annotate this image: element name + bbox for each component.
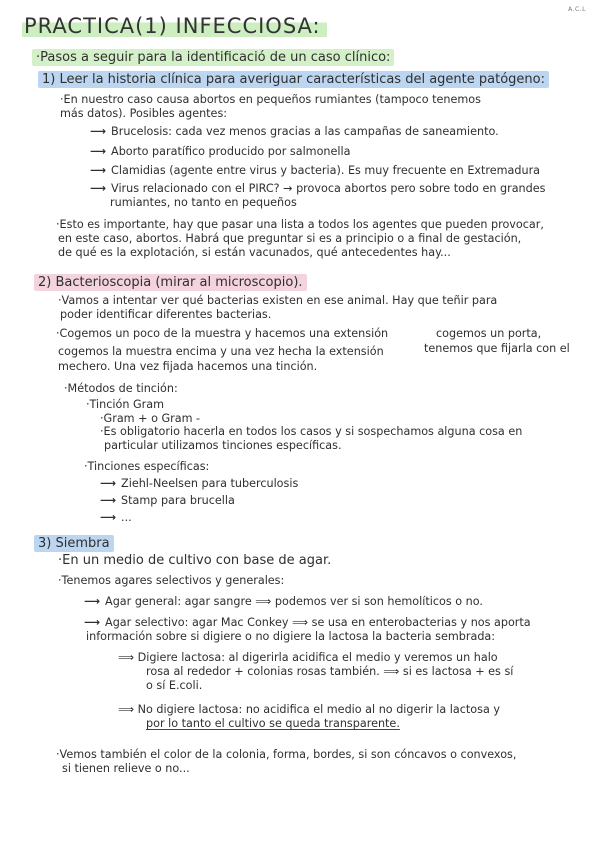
specific-text: Stamp para brucella xyxy=(121,494,235,507)
step3-line2: ·Tenemos agares selectivos y generales: xyxy=(58,574,285,587)
colony-line1: ·Vemos también el color de la colonia, forma, bordes, si son cóncavos o convexos, xyxy=(56,748,517,761)
step3-heading-text: 3) Siembra xyxy=(34,535,114,552)
step1-heading xyxy=(38,72,549,88)
nodigest-line1: ⟹ No digiere lactosa: no acidifica el medio al no digerir la lactosa y xyxy=(118,703,500,716)
specific-item-stamp xyxy=(100,494,235,508)
colony-line2: si tienen relieve o no... xyxy=(62,762,190,775)
agent-item-clamidias xyxy=(90,164,540,178)
agent-item-virus xyxy=(90,182,545,196)
arrow-right-icon: ⟶ xyxy=(100,511,117,524)
step2-line4: cogemos la muestra encima y una vez hecha la extensión xyxy=(58,345,384,358)
agar-general-text: Agar general: agar sangre ⟹ podemos ver si son hemolíticos o no. xyxy=(105,595,483,608)
step1-line2: más datos). Posibles agentes: xyxy=(60,107,228,120)
arrow-right-icon: ⟶ xyxy=(84,616,101,629)
intro-line xyxy=(32,50,394,66)
specific-text: ... xyxy=(121,511,132,524)
step1-line1: ·En nuestro caso causa abortos en pequeños rumiantes (tampoco tenemos xyxy=(60,93,481,106)
agent-item-salmonella xyxy=(90,145,350,159)
arrow-right-icon: ⟶ xyxy=(100,494,117,507)
arrow-right-icon: ⟶ xyxy=(90,164,107,177)
step1-note2: en este caso, abortos. Habrá que preguntar si es a principio o a final de gestación, xyxy=(58,232,522,245)
digests-line3: o sí E.coli. xyxy=(146,679,203,692)
gram-mandatory1: ·Es obligatorio hacerla en todos los casos y si sospechamos alguna cosa en xyxy=(100,425,523,438)
step2-line2: poder identificar diferentes bacterias. xyxy=(60,308,272,321)
step2-aside1: cogemos un porta, xyxy=(436,327,542,340)
digests-line1: ⟹ Digiere lactosa: al digerirla acidifica el medio y veremos un halo xyxy=(118,651,498,664)
step2-heading-text: 2) Bacterioscopia (mirar al microscopio). xyxy=(34,274,307,291)
methods-label: ·Métodos de tinción: xyxy=(64,382,178,395)
agent-text: Virus relacionado con el PIRC? → provoca abortos pero sobre todo en grandes xyxy=(111,182,546,195)
arrow-right-icon: ⟶ xyxy=(84,595,101,608)
step3-line1: ·En un medio de cultivo con base de agar. xyxy=(58,553,332,568)
specific-item-ziehl xyxy=(100,477,298,491)
nodigest-line2-text: por lo tanto el cultivo se queda transparente. xyxy=(146,717,400,730)
step3-heading xyxy=(34,536,114,552)
page-title: PRACTICA(1) INFECCIOSA: xyxy=(22,14,327,38)
arrow-right-icon: ⟶ xyxy=(90,145,107,158)
corner-tag: A.C.L xyxy=(568,6,586,13)
arrow-right-icon: ⟶ xyxy=(100,477,117,490)
intro-text: ·Pasos a seguir para la identificació de un caso clínico: xyxy=(32,49,394,66)
nodigest-line2 xyxy=(146,717,400,731)
specific-text: Ziehl-Neelsen para tuberculosis xyxy=(121,477,299,490)
step2-line5: mechero. Una vez fijada hacemos una tinción. xyxy=(58,360,318,373)
step1-note3: de qué es la explotación, si están vacunados, qué antecedentes hay... xyxy=(58,246,451,259)
agar-general xyxy=(84,595,483,609)
agar-selective2: información sobre si digiere o no digiere la lactosa la bacteria sembrada: xyxy=(86,630,496,643)
agent-text: Clamidias (agente entre virus y bacteria). Es muy frecuente en Extremadura xyxy=(111,164,541,177)
gram-types: ·Gram + o Gram - xyxy=(100,412,201,425)
step2-heading xyxy=(34,275,307,291)
specific-label: ·Tinciones específicas: xyxy=(84,460,210,473)
agent-item-brucelosis xyxy=(90,125,499,139)
arrow-right-icon: ⟶ xyxy=(90,125,107,138)
agar-selective1 xyxy=(84,616,531,630)
arrow-right-icon: ⟶ xyxy=(90,182,107,195)
step2-line1: ·Vamos a intentar ver qué bacterias existen en ese animal. Hay que teñir para xyxy=(58,294,498,307)
step1-note1: ·Esto es importante, hay que pasar una lista a todos los agentes que pueden provocar, xyxy=(56,218,544,231)
agent-text: Aborto paratífico producido por salmonella xyxy=(111,145,351,158)
digests-line2: rosa al rededor + colonias rosas también. ⟹ si es lactosa + es sí xyxy=(146,665,514,678)
specific-item-more xyxy=(100,511,132,525)
step2-line3: ·Cogemos un poco de la muestra y hacemos una extensión xyxy=(56,327,389,340)
agent-item-virus-cont: rumiantes, no tanto en pequeños xyxy=(110,196,297,209)
step2-aside2: tenemos que fijarla con el xyxy=(424,342,570,355)
gram-mandatory2: particular utilizamos tinciones específicas. xyxy=(104,439,342,452)
agar-selective-text: Agar selectivo: agar Mac Conkey ⟹ se usa en enterobacterias y nos aporta xyxy=(105,616,531,629)
agent-text: Brucelosis: cada vez menos gracias a las campañas de saneamiento. xyxy=(111,125,499,138)
step1-heading-text: 1) Leer la historia clínica para averiguar características del agente patógeno: xyxy=(38,71,549,88)
gram-label: ·Tinción Gram xyxy=(86,398,165,411)
